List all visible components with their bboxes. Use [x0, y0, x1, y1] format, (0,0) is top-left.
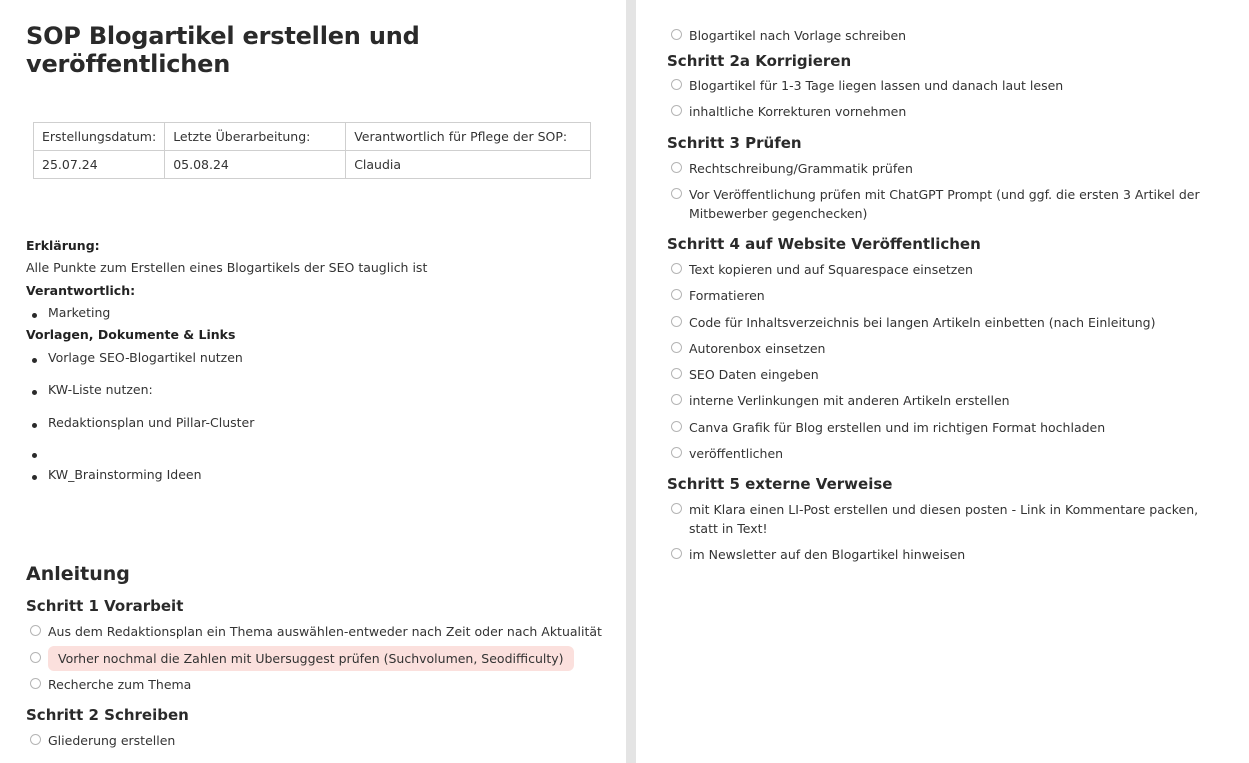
checklist-item-text: Vor Veröffentlichung prüfen mit ChatGPT Prompt (und ggf. die ersten 3 Artikel der Mitbewerber gegenchecken) [689, 187, 1200, 221]
bullet-dot [32, 475, 37, 480]
checklist-item-text: SEO Daten eingeben [689, 367, 819, 382]
checkbox[interactable] [671, 162, 682, 173]
meta-table [33, 122, 591, 179]
list-item-text: KW-Liste nutzen: [48, 382, 153, 397]
checklist-item-text: mit Klara einen LI-Post erstellen und diesen posten - Link in Kommentare packen, statt in Text! [689, 502, 1199, 536]
checkbox[interactable] [671, 368, 682, 379]
checkbox[interactable] [30, 625, 41, 636]
page-title: SOP Blogartikel erstellen und veröffentlichen [26, 22, 420, 78]
checklist-item-text: Gliederung erstellen [48, 733, 176, 748]
step-heading-3: Schritt 3 Prüfen [667, 134, 802, 152]
checklist-item-text: Canva Grafik für Blog erstellen und im richtigen Format hochladen [689, 420, 1106, 435]
checkbox[interactable] [671, 263, 682, 274]
checklist-item-text: interne Verlinkungen mit anderen Artikeln erstellen [689, 393, 1010, 408]
checklist-item-text: inhaltliche Korrekturen vornehmen [689, 104, 907, 119]
checkbox[interactable] [30, 734, 41, 745]
meta-header-revised: Letzte Überarbeitung: [165, 123, 346, 151]
checklist-item-text: Vorher nochmal die Zahlen mit Ubersuggest prüfen (Suchvolumen, Seodifficulty) [48, 646, 574, 671]
step-heading-4: Schritt 4 auf Website Veröffentlichen [667, 235, 981, 253]
meta-value-revised: 05.08.24 [165, 151, 346, 179]
bullet-dot [32, 313, 37, 318]
page-divider [626, 0, 636, 763]
checklist-item-text: Autorenbox einsetzen [689, 341, 826, 356]
section-heading-anleitung: Anleitung [26, 563, 130, 585]
checkbox[interactable] [671, 503, 682, 514]
checkbox[interactable] [671, 316, 682, 327]
checklist-item-text: Aus dem Redaktionsplan ein Thema auswählen-entweder nach Zeit oder nach Aktualität [48, 624, 602, 639]
erklaerung-text: Alle Punkte zum Erstellen eines Blogartikels der SEO tauglich ist [26, 260, 428, 275]
right-page [636, 0, 1249, 763]
checkbox[interactable] [671, 79, 682, 90]
checklist-item-text: im Newsletter auf den Blogartikel hinweisen [689, 547, 966, 562]
vorlagen-label: Vorlagen, Dokumente & Links [26, 327, 236, 342]
meta-header-created: Erstellungsdatum: [34, 123, 165, 151]
bullet-dot [32, 358, 37, 363]
meta-value-created: 25.07.24 [34, 151, 165, 179]
list-item-text: Marketing [48, 305, 111, 320]
checkbox[interactable] [671, 447, 682, 458]
checklist-item-text: Text kopieren und auf Squarespace einsetzen [689, 262, 973, 277]
checkbox[interactable] [671, 289, 682, 300]
bullet-dot [32, 390, 37, 395]
list-item-text: Vorlage SEO-Blogartikel nutzen [48, 350, 243, 365]
checkbox[interactable] [30, 652, 41, 663]
meta-header-owner: Verantwortlich für Pflege der SOP: [346, 123, 591, 151]
checkbox[interactable] [671, 394, 682, 405]
checkbox[interactable] [671, 188, 682, 199]
checkbox[interactable] [30, 678, 41, 689]
meta-header-row [34, 123, 591, 151]
bullet-dot [32, 423, 37, 428]
step-heading-1: Schritt 1 Vorarbeit [26, 597, 184, 615]
verantwortlich-label: Verantwortlich: [26, 283, 136, 298]
checkbox[interactable] [671, 29, 682, 40]
checklist-item-text: Formatieren [689, 288, 765, 303]
checkbox[interactable] [671, 421, 682, 432]
step-heading-2a: Schritt 2a Korrigieren [667, 52, 852, 70]
step-heading-5: Schritt 5 externe Verweise [667, 475, 893, 493]
bullet-dot [32, 453, 37, 458]
checklist-item-text: veröffentlichen [689, 446, 784, 461]
meta-value-owner: Claudia [346, 151, 591, 179]
checkbox[interactable] [671, 548, 682, 559]
checklist-item-text: Rechtschreibung/Grammatik prüfen [689, 161, 913, 176]
checklist-item-text: Blogartikel für 1-3 Tage liegen lassen und danach laut lesen [689, 78, 1064, 93]
meta-value-row [34, 151, 591, 179]
checklist-item-text: Blogartikel nach Vorlage schreiben [689, 28, 907, 43]
list-item-text: Redaktionsplan und Pillar-Cluster [48, 415, 255, 430]
checkbox[interactable] [671, 105, 682, 116]
erklaerung-label: Erklärung: [26, 238, 100, 253]
list-item-text: KW_Brainstorming Ideen [48, 467, 202, 482]
checkbox[interactable] [671, 342, 682, 353]
step-heading-2: Schritt 2 Schreiben [26, 706, 189, 724]
checklist-item-text: Recherche zum Thema [48, 677, 192, 692]
checklist-item-text: Code für Inhaltsverzeichnis bei langen Artikeln einbetten (nach Einleitung) [689, 315, 1156, 330]
